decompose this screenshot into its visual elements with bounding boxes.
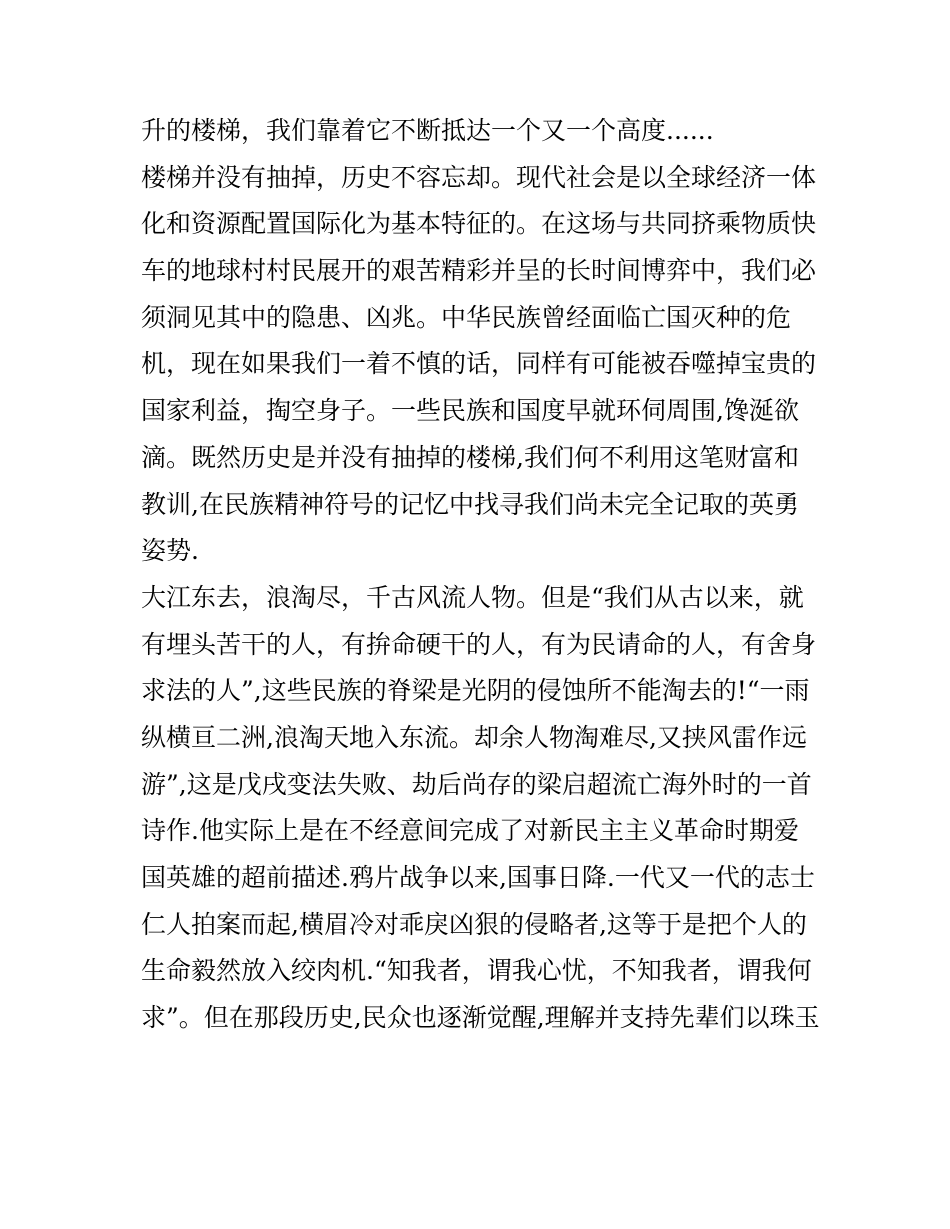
text-line: 姿势. <box>141 536 199 566</box>
text-line: 滴。既然历史是并没有抽掉的楼梯,我们何不利用这笔财富和 <box>141 442 799 472</box>
text-line: 机，现在如果我们一着不慎的话，同样有可能被吞噬掉宝贵的 <box>141 349 817 379</box>
text-line: 升的楼梯，我们靠着它不断抵达一个又一个高度...... <box>141 116 714 145</box>
text-line: 教训,在民族精神符号的记忆中找寻我们尚未完全记取的英勇 <box>141 489 799 519</box>
text-line: 国家利益，掏空身子。一些民族和国度早就环伺周围,馋涎欲 <box>141 396 799 426</box>
text-line: 楼梯并没有抽掉，历史不容忘却。现代社会是以全球经济一体 <box>141 162 817 192</box>
text-line: 大江东去，浪淘尽，千古风流人物。但是“我们从古以来，就 <box>141 582 804 612</box>
text-line: 国英雄的超前描述.鸦片战争以来,国事日降.一代又一代的志士 <box>141 863 815 892</box>
text-line: 生命毅然放入绞肉机.“知我者，谓我心忧，不知我者，谓我何 <box>141 956 812 986</box>
text-line: 求”。但在那段历史,民众也逐渐觉醒,理解并支持先辈们以珠玉 <box>141 1003 820 1033</box>
text-line: 化和资源配置国际化为基本特征的。在这场与共同挤乘物质快 <box>141 209 817 239</box>
text-line: 车的地球村村民展开的艰苦精彩并呈的长时间博弈中，我们必 <box>141 256 817 286</box>
text-line: 诗作.他实际上是在不经意间完成了对新民主主义革命时期爱 <box>141 816 799 846</box>
text-line: 纵横亘二洲,浪淘天地入东流。却余人物淘难尽,又挟风雷作远 <box>141 722 807 752</box>
text-line: 仁人拍案而起,横眉冷对乖戾凶狠的侵略者,这等于是把个人的 <box>141 909 807 939</box>
text-line: 求法的人”,这些民族的脊梁是光阴的侵蚀所不能淘去的!“一雨 <box>141 676 810 706</box>
body-text <box>141 108 841 1042</box>
text-line: 游”,这是戊戌变法失败、劫后尚存的梁启超流亡海外时的一首 <box>141 769 812 799</box>
text-line: 有埋头苦干的人，有拚命硬干的人，有为民请命的人，有舍身 <box>141 629 817 659</box>
text-line: 须洞见其中的隐患、凶兆。中华民族曾经面临亡国灭种的危 <box>141 302 792 332</box>
